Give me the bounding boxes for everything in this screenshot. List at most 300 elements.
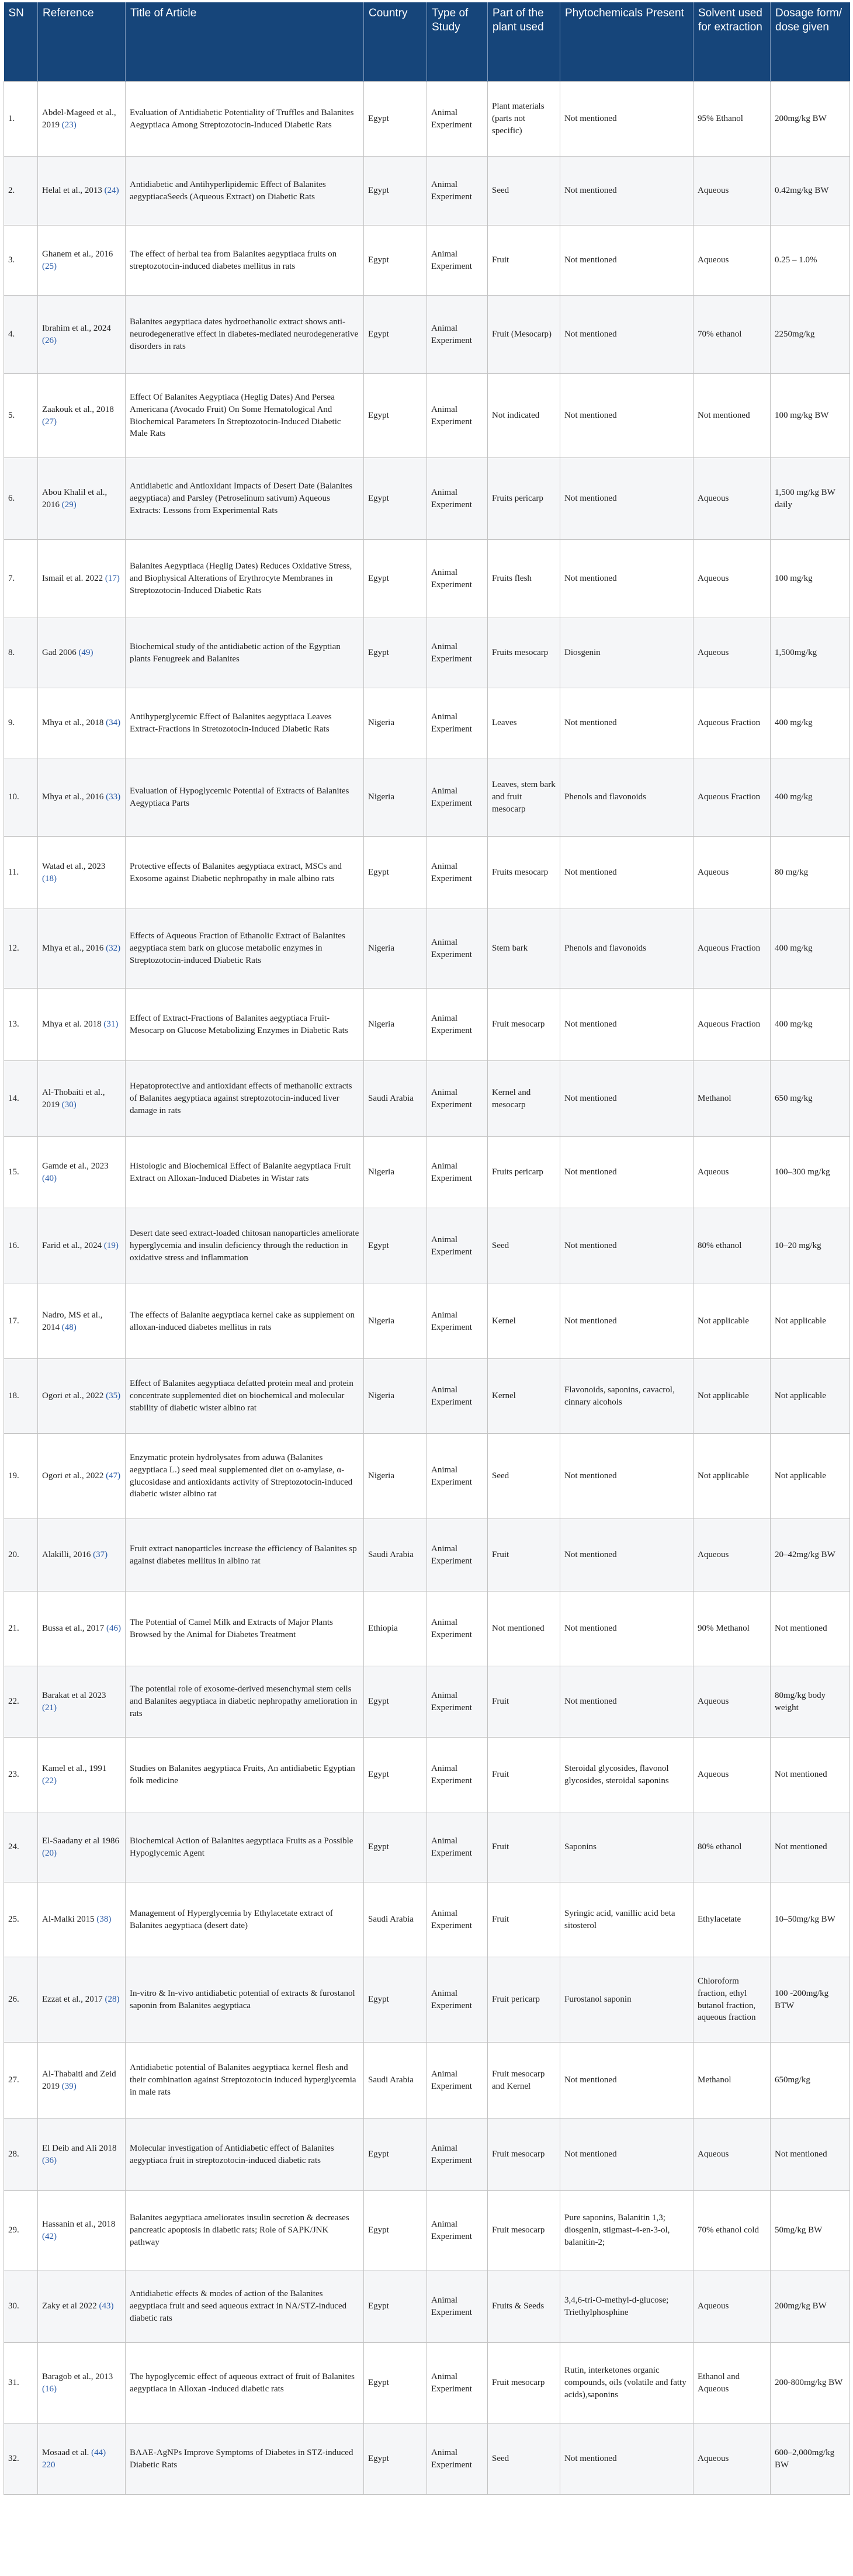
- cell-part: Fruit mesocarp: [488, 2343, 560, 2424]
- cell-country: Saudi Arabia: [364, 1519, 427, 1592]
- cell-study: Animal Experiment: [427, 2119, 488, 2191]
- cell-title: Evaluation of Antidiabetic Potentiality of Truffles and Balanites Aegyptiaca Among Streptozotocin-Induced Diabetic Rats: [126, 82, 364, 157]
- table-row: [4, 1738, 850, 1812]
- cell-sn: 20.: [4, 1519, 38, 1592]
- cell-study: Animal Experiment: [427, 1359, 488, 1434]
- cell-title: Balanites Aegyptiaca (Heglig Dates) Reduces Oxidative Stress, and Biophysical Alterations of Erythrocyte Membranes in Streptozotocin-Induced Diabetic Rats: [126, 540, 364, 618]
- cell-study: Animal Experiment: [427, 2424, 488, 2495]
- header-row: [4, 2, 850, 82]
- cell-country: Egypt: [364, 1957, 427, 2043]
- cell-part: Fruit: [488, 1812, 560, 1882]
- cell-sn: 25.: [4, 1882, 38, 1957]
- cell-dose: 400 mg/kg: [771, 909, 850, 989]
- table-row: [4, 374, 850, 458]
- cell-study: Animal Experiment: [427, 909, 488, 989]
- cell-study: Animal Experiment: [427, 1208, 488, 1284]
- cell-part: Leaves: [488, 688, 560, 758]
- table-header: [4, 2, 850, 82]
- reference-text: Abou Khalil et al., 2016: [42, 487, 108, 509]
- table-row: [4, 2119, 850, 2191]
- cell-dose: 200mg/kg BW: [771, 2270, 850, 2343]
- cell-country: Egypt: [364, 837, 427, 909]
- cell-solvent: Aqueous: [694, 1666, 771, 1738]
- cell-sn: 8.: [4, 618, 38, 688]
- citation-link[interactable]: (31): [103, 1020, 119, 1029]
- cell-part: Plant materials (parts not specific): [488, 82, 560, 157]
- cell-part: Fruit mesocarp: [488, 2119, 560, 2191]
- cell-reference: [38, 1434, 126, 1519]
- cell-part: Seed: [488, 157, 560, 226]
- cell-reference: [38, 1882, 126, 1957]
- cell-part: Kernel: [488, 1359, 560, 1434]
- cell-dose: 80 mg/kg: [771, 837, 850, 909]
- citation-link[interactable]: (22): [42, 1776, 57, 1785]
- cell-phyto: Not mentioned: [560, 296, 694, 374]
- cell-title: Antidiabetic potential of Balanites aegyptiaca kernel flesh and their combination against Streptozotocin induced hyperglycemia in male rats: [126, 2043, 364, 2119]
- table-row: [4, 1434, 850, 1519]
- cell-reference: [38, 1592, 126, 1666]
- citation-link[interactable]: (16): [42, 2384, 57, 2394]
- cell-study: Animal Experiment: [427, 157, 488, 226]
- reference-text: Ismail et al. 2022: [42, 574, 105, 584]
- citation-link[interactable]: (32): [106, 944, 121, 954]
- cell-solvent: Aqueous: [694, 2119, 771, 2191]
- cell-solvent: 70% ethanol: [694, 296, 771, 374]
- cell-study: Animal Experiment: [427, 82, 488, 157]
- column-header-title: Title of Article: [126, 2, 364, 82]
- column-header-reference: Reference: [38, 2, 126, 82]
- cell-phyto: Not mentioned: [560, 540, 694, 618]
- cell-country: Nigeria: [364, 1284, 427, 1359]
- cell-solvent: Methanol: [694, 1061, 771, 1137]
- citation-link[interactable]: (27): [42, 417, 57, 427]
- cell-country: Nigeria: [364, 1137, 427, 1208]
- cell-reference: [38, 458, 126, 540]
- cell-study: Animal Experiment: [427, 2270, 488, 2343]
- cell-solvent: Aqueous: [694, 1519, 771, 1592]
- cell-dose: 100 mg/kg BW: [771, 374, 850, 458]
- cell-country: Egypt: [364, 1208, 427, 1284]
- cell-part: Fruits & Seeds: [488, 2270, 560, 2343]
- cell-reference: [38, 1738, 126, 1812]
- cell-solvent: Aqueous: [694, 540, 771, 618]
- table-row: [4, 758, 850, 837]
- cell-dose: 100 mg/kg: [771, 540, 850, 618]
- cell-study: Animal Experiment: [427, 758, 488, 837]
- cell-reference: [38, 758, 126, 837]
- cell-dose: 0.25 – 1.0%: [771, 226, 850, 296]
- cell-country: Nigeria: [364, 909, 427, 989]
- cell-part: Fruits pericarp: [488, 458, 560, 540]
- cell-study: Animal Experiment: [427, 1957, 488, 2043]
- reference-text: Ibrahim et al., 2024: [42, 323, 111, 333]
- cell-title: The Potential of Camel Milk and Extracts of Major Plants Browsed by the Animal for Diabetes Treatment: [126, 1592, 364, 1666]
- cell-sn: 23.: [4, 1738, 38, 1812]
- cell-reference: [38, 1061, 126, 1137]
- cell-part: Fruit mesocarp: [488, 989, 560, 1061]
- cell-sn: 15.: [4, 1137, 38, 1208]
- cell-sn: 1.: [4, 82, 38, 157]
- table-row: [4, 2043, 850, 2119]
- cell-dose: Not mentioned: [771, 1738, 850, 1812]
- cell-reference: [38, 909, 126, 989]
- cell-study: Animal Experiment: [427, 374, 488, 458]
- table-row: [4, 1519, 850, 1592]
- cell-phyto: Not mentioned: [560, 157, 694, 226]
- cell-solvent: Aqueous Fraction: [694, 909, 771, 989]
- cell-title: Management of Hyperglycemia by Ethylacetate extract of Balanites aegyptiaca (desert date): [126, 1882, 364, 1957]
- cell-phyto: Not mentioned: [560, 837, 694, 909]
- cell-sn: 21.: [4, 1592, 38, 1666]
- cell-part: Fruits mesocarp: [488, 618, 560, 688]
- reference-text: Barakat et al 2023: [42, 1690, 106, 1700]
- cell-sn: 27.: [4, 2043, 38, 2119]
- citation-link[interactable]: (23): [61, 120, 77, 130]
- citation-link[interactable]: (49): [78, 648, 93, 658]
- table-row: [4, 688, 850, 758]
- cell-study: Animal Experiment: [427, 1137, 488, 1208]
- cell-phyto: Phenols and flavonoids: [560, 909, 694, 989]
- cell-part: Kernel: [488, 1284, 560, 1359]
- cell-dose: 1,500mg/kg: [771, 618, 850, 688]
- cell-phyto: Not mentioned: [560, 1592, 694, 1666]
- reference-text: Farid et al., 2024: [42, 1241, 104, 1251]
- column-header-dose: Dosage form/ dose given: [771, 2, 850, 82]
- cell-title: Fruit extract nanoparticles increase the efficiency of Balanites sp against diabetes mellitus in albino rat: [126, 1519, 364, 1592]
- cell-title: Balanites aegyptiaca ameliorates insulin secretion & decreases pancreatic apoptosis in diabetic rats; Role of SAPK/JNK pathway: [126, 2191, 364, 2270]
- cell-solvent: Not mentioned: [694, 374, 771, 458]
- cell-title: Studies on Balanites aegyptiaca Fruits, An antidiabetic Egyptian folk medicine: [126, 1738, 364, 1812]
- citation-link[interactable]: (48): [61, 1322, 77, 1332]
- cell-dose: Not applicable: [771, 1434, 850, 1519]
- cell-solvent: Aqueous: [694, 618, 771, 688]
- cell-study: Animal Experiment: [427, 1666, 488, 1738]
- cell-study: Animal Experiment: [427, 226, 488, 296]
- cell-title: Effect of Extract-Fractions of Balanites aegyptiaca Fruit-Mesocarp on Glucose Metabolizing Enzymes in Diabetic Rats: [126, 989, 364, 1061]
- reference-text: Mhya et al., 2016: [42, 944, 106, 954]
- cell-dose: 200-800mg/kg BW: [771, 2343, 850, 2424]
- cell-sn: 5.: [4, 374, 38, 458]
- cell-solvent: 95% Ethanol: [694, 82, 771, 157]
- cell-part: Fruit: [488, 226, 560, 296]
- cell-dose: 400 mg/kg: [771, 989, 850, 1061]
- cell-country: Egypt: [364, 374, 427, 458]
- cell-solvent: Methanol: [694, 2043, 771, 2119]
- reference-text: Watad et al., 2023: [42, 861, 106, 871]
- cell-solvent: Aqueous: [694, 157, 771, 226]
- citation-link[interactable]: (35): [106, 1391, 121, 1401]
- cell-solvent: 70% ethanol cold: [694, 2191, 771, 2270]
- cell-dose: Not applicable: [771, 1284, 850, 1359]
- cell-dose: 650mg/kg: [771, 2043, 850, 2119]
- cell-part: Fruit: [488, 1738, 560, 1812]
- citation-link[interactable]: (18): [42, 873, 57, 883]
- cell-sn: 3.: [4, 226, 38, 296]
- cell-dose: 10–50mg/kg BW: [771, 1882, 850, 1957]
- table-row: [4, 296, 850, 374]
- cell-phyto: Rutin, interketones organic compounds, oils (volatile and fatty acids),saponins: [560, 2343, 694, 2424]
- cell-country: Egypt: [364, 2191, 427, 2270]
- cell-solvent: Not applicable: [694, 1359, 771, 1434]
- cell-phyto: Not mentioned: [560, 989, 694, 1061]
- cell-reference: [38, 2343, 126, 2424]
- cell-title: Effect Of Balanites Aegyptiaca (Heglig Dates) And Persea Americana (Avocado Fruit) On Some Hematological And Biochemical Parameters In Streptozotocin-Induced Diabetic Male Rats: [126, 374, 364, 458]
- cell-part: Fruit mesocarp: [488, 2191, 560, 2270]
- cell-phyto: Steroidal glycosides, flavonol glycosides, steroidal saponins: [560, 1738, 694, 1812]
- cell-study: Animal Experiment: [427, 1434, 488, 1519]
- cell-country: Egypt: [364, 540, 427, 618]
- citation-link[interactable]: (29): [61, 500, 77, 509]
- cell-part: Fruits mesocarp: [488, 837, 560, 909]
- reference-text: Alakilli, 2016: [42, 1550, 93, 1560]
- cell-country: Egypt: [364, 1812, 427, 1882]
- cell-country: Saudi Arabia: [364, 2043, 427, 2119]
- cell-country: Egypt: [364, 82, 427, 157]
- reference-text: Baragob et al., 2013: [42, 2372, 113, 2381]
- cell-country: Nigeria: [364, 1359, 427, 1434]
- cell-phyto: Not mentioned: [560, 1284, 694, 1359]
- cell-study: Animal Experiment: [427, 1882, 488, 1957]
- table-row: [4, 1284, 850, 1359]
- citation-link[interactable]: (20): [42, 1848, 57, 1858]
- cell-sn: 16.: [4, 1208, 38, 1284]
- cell-sn: 31.: [4, 2343, 38, 2424]
- citation-link[interactable]: (25): [42, 261, 57, 271]
- cell-title: Hepatoprotective and antioxidant effects of methanolic extracts of Balanites aegyptiaca against streptozotocin-induced liver damage in rats: [126, 1061, 364, 1137]
- cell-study: Animal Experiment: [427, 296, 488, 374]
- cell-sn: 32.: [4, 2424, 38, 2495]
- cell-part: Kernel and mesocarp: [488, 1061, 560, 1137]
- cell-title: Enzymatic protein hydrolysates from aduwa (Balanites aegyptiaca L.) seed meal supplemented diet on α-amylase, α-glucosidase and antioxidants activity of Streptozotocin-induced diabetic wister albino rat: [126, 1434, 364, 1519]
- column-header-sn: SN: [4, 2, 38, 82]
- citation-link[interactable]: (28): [105, 1995, 120, 2005]
- table-row: [4, 989, 850, 1061]
- cell-country: Egypt: [364, 618, 427, 688]
- table-body: [4, 82, 850, 2495]
- cell-part: Fruits pericarp: [488, 1137, 560, 1208]
- cell-solvent: 80% ethanol: [694, 1208, 771, 1284]
- cell-part: Seed: [488, 1434, 560, 1519]
- cell-solvent: Chloroform fraction, ethyl butanol fraction, aqueous fraction: [694, 1957, 771, 2043]
- cell-reference: [38, 837, 126, 909]
- cell-study: Animal Experiment: [427, 2043, 488, 2119]
- cell-title: BAAE-AgNPs Improve Symptoms of Diabetes in STZ-induced Diabetic Rats: [126, 2424, 364, 2495]
- studies-table: [4, 2, 850, 2495]
- cell-sn: 4.: [4, 296, 38, 374]
- cell-phyto: Not mentioned: [560, 226, 694, 296]
- cell-title: Antihyperglycemic Effect of Balanites aegyptiaca Leaves Extract-Fractions in Stretozotocin-Induced Diabetic Rats: [126, 688, 364, 758]
- cell-sn: 2.: [4, 157, 38, 226]
- cell-country: Nigeria: [364, 688, 427, 758]
- cell-study: Animal Experiment: [427, 837, 488, 909]
- cell-part: Fruits flesh: [488, 540, 560, 618]
- cell-study: Animal Experiment: [427, 688, 488, 758]
- cell-title: Antidiabetic effects & modes of action of the Balanites aegyptiaca fruit and seed aqueous extract in NA/STZ-induced diabetic rats: [126, 2270, 364, 2343]
- cell-study: Animal Experiment: [427, 989, 488, 1061]
- reference-text: Helal et al., 2013: [42, 186, 105, 196]
- cell-study: Animal Experiment: [427, 1592, 488, 1666]
- cell-reference: [38, 1519, 126, 1592]
- cell-phyto: Flavonoids, saponins, cavacrol, cinnary alcohols: [560, 1359, 694, 1434]
- cell-part: Fruit: [488, 1519, 560, 1592]
- citation-link[interactable]: (37): [93, 1550, 108, 1560]
- citation-link[interactable]: (46): [106, 1624, 121, 1634]
- cell-phyto: 3,4,6-tri-O-methyl-d-glucose; Triethylphosphine: [560, 2270, 694, 2343]
- cell-country: Egypt: [364, 226, 427, 296]
- cell-country: Nigeria: [364, 989, 427, 1061]
- table-row: [4, 1666, 850, 1738]
- cell-study: Animal Experiment: [427, 2343, 488, 2424]
- citation-link[interactable]: (34): [106, 718, 121, 728]
- cell-part: Not indicated: [488, 374, 560, 458]
- cell-dose: 2250mg/kg: [771, 296, 850, 374]
- reference-text: Zaky et al 2022: [42, 2301, 99, 2311]
- cell-reference: [38, 989, 126, 1061]
- cell-dose: 100 -200mg/kg BTW: [771, 1957, 850, 2043]
- cell-dose: Not applicable: [771, 1359, 850, 1434]
- cell-country: Egypt: [364, 1666, 427, 1738]
- cell-reference: [38, 618, 126, 688]
- cell-phyto: Not mentioned: [560, 82, 694, 157]
- reference-text: Mhya et al., 2018: [42, 718, 106, 728]
- cell-reference: [38, 688, 126, 758]
- citation-link[interactable]: (47): [106, 1471, 121, 1481]
- cell-sn: 17.: [4, 1284, 38, 1359]
- cell-country: Ethiopia: [364, 1592, 427, 1666]
- cell-sn: 29.: [4, 2191, 38, 2270]
- cell-solvent: Not applicable: [694, 1284, 771, 1359]
- cell-part: Seed: [488, 2424, 560, 2495]
- table-row: [4, 837, 850, 909]
- reference-text: Al-Malki 2015: [42, 1915, 97, 1925]
- cell-sn: 12.: [4, 909, 38, 989]
- cell-part: Fruit pericarp: [488, 1957, 560, 2043]
- cell-solvent: Not applicable: [694, 1434, 771, 1519]
- column-header-phyto: Phytochemicals Present: [560, 2, 694, 82]
- cell-dose: 0.42mg/kg BW: [771, 157, 850, 226]
- citation-link[interactable]: (17): [105, 574, 120, 584]
- cell-dose: 100–300 mg/kg: [771, 1137, 850, 1208]
- cell-study: Animal Experiment: [427, 2191, 488, 2270]
- cell-phyto: Not mentioned: [560, 1208, 694, 1284]
- cell-reference: [38, 1137, 126, 1208]
- cell-title: The hypoglycemic effect of aqueous extract of fruit of Balanites aegyptiaca in Alloxan -induced diabetic rats: [126, 2343, 364, 2424]
- cell-sn: 11.: [4, 837, 38, 909]
- cell-study: Animal Experiment: [427, 1519, 488, 1592]
- cell-sn: 26.: [4, 1957, 38, 2043]
- cell-reference: [38, 1957, 126, 2043]
- cell-sn: 28.: [4, 2119, 38, 2191]
- cell-phyto: Syringic acid, vanillic acid beta sitosterol: [560, 1882, 694, 1957]
- cell-reference: [38, 1208, 126, 1284]
- reference-text: Ogori et al., 2022: [42, 1471, 106, 1481]
- cell-study: Animal Experiment: [427, 458, 488, 540]
- citation-link[interactable]: (19): [103, 1241, 119, 1251]
- citation-link[interactable]: (40): [42, 1173, 57, 1183]
- cell-phyto: Not mentioned: [560, 1666, 694, 1738]
- column-header-part: Part of the plant used: [488, 2, 560, 82]
- cell-dose: 1,500 mg/kg BW daily: [771, 458, 850, 540]
- cell-dose: 400 mg/kg: [771, 758, 850, 837]
- cell-dose: 200mg/kg BW: [771, 82, 850, 157]
- reference-text: El Deib and Ali 2018: [42, 2143, 117, 2153]
- cell-solvent: Aqueous: [694, 837, 771, 909]
- citation-link[interactable]: (33): [106, 792, 121, 802]
- cell-phyto: Not mentioned: [560, 2043, 694, 2119]
- table-row: [4, 157, 850, 226]
- reference-text: Ogori et al., 2022: [42, 1391, 106, 1401]
- citation-link[interactable]: (43): [99, 2301, 114, 2311]
- reference-text: Ghanem et al., 2016: [42, 249, 113, 259]
- reference-text: Al-Thobaiti et al., 2019: [42, 1087, 105, 1110]
- table-row: [4, 1359, 850, 1434]
- cell-country: Egypt: [364, 2119, 427, 2191]
- reference-text: Kamel et al., 1991: [42, 1763, 107, 1773]
- cell-solvent: Aqueous Fraction: [694, 989, 771, 1061]
- citation-link[interactable]: (30): [61, 1100, 77, 1110]
- cell-dose: Not mentioned: [771, 1812, 850, 1882]
- table-row: [4, 1208, 850, 1284]
- cell-sn: 14.: [4, 1061, 38, 1137]
- cell-reference: [38, 2191, 126, 2270]
- cell-phyto: Furostanol saponin: [560, 1957, 694, 2043]
- cell-country: Saudi Arabia: [364, 1882, 427, 1957]
- citation-link[interactable]: (26): [42, 335, 57, 345]
- cell-dose: 650 mg/kg: [771, 1061, 850, 1137]
- cell-solvent: Aqueous Fraction: [694, 758, 771, 837]
- cell-solvent: Aqueous: [694, 458, 771, 540]
- cell-title: The potential role of exosome-derived mesenchymal stem cells and Balanites aegyptiaca in diabetic nephropathy amelioration in rats: [126, 1666, 364, 1738]
- reference-text: Bussa et al., 2017: [42, 1624, 106, 1634]
- cell-reference: [38, 1666, 126, 1738]
- cell-title: Desert date seed extract-loaded chitosan nanoparticles ameliorate hyperglycemia and insulin deficiency through the reduction in oxidative stress and inflammation: [126, 1208, 364, 1284]
- reference-text: Gad 2006: [42, 648, 79, 658]
- cell-study: Animal Experiment: [427, 1061, 488, 1137]
- cell-sn: 6.: [4, 458, 38, 540]
- cell-part: Fruit: [488, 1666, 560, 1738]
- table-row: [4, 1137, 850, 1208]
- table-row: [4, 1592, 850, 1666]
- cell-dose: 50mg/kg BW: [771, 2191, 850, 2270]
- cell-sn: 22.: [4, 1666, 38, 1738]
- cell-solvent: Aqueous Fraction: [694, 688, 771, 758]
- cell-reference: [38, 2270, 126, 2343]
- reference-text: Al-Thabaiti and Zeid 2019: [42, 2069, 116, 2091]
- reference-text: Gamde et al., 2023: [42, 1161, 109, 1171]
- citation-link[interactable]: (44) 220: [42, 2447, 106, 2470]
- cell-title: Balanites aegyptiaca dates hydroethanolic extract shows anti-neurodegenerative effect in diabetes-mediated neurodegenerative disorders in rats: [126, 296, 364, 374]
- cell-reference: [38, 1359, 126, 1434]
- cell-solvent: Aqueous: [694, 1738, 771, 1812]
- reference-text: Ezzat et al., 2017: [42, 1995, 105, 2005]
- table-row: [4, 1061, 850, 1137]
- citation-link[interactable]: (36): [42, 2155, 57, 2165]
- cell-phyto: Pure saponins, Balanitin 1,3; diosgenin, stigmast-4-en-3-ol, balanitin-2;: [560, 2191, 694, 2270]
- cell-phyto: Not mentioned: [560, 688, 694, 758]
- citation-link[interactable]: (42): [42, 2231, 57, 2241]
- cell-part: Fruit (Mesocarp): [488, 296, 560, 374]
- table-row: [4, 1812, 850, 1882]
- cell-country: Egypt: [364, 157, 427, 226]
- citation-link[interactable]: (24): [104, 186, 119, 196]
- cell-title: Histologic and Biochemical Effect of Balanite aegyptiaca Fruit Extract on Alloxan-Induced Diabetes in Wistar rats: [126, 1137, 364, 1208]
- citation-link[interactable]: (39): [61, 2081, 77, 2091]
- citation-link[interactable]: (21): [42, 1703, 57, 1712]
- cell-sn: 9.: [4, 688, 38, 758]
- citation-link[interactable]: (38): [96, 1915, 112, 1925]
- cell-country: Egypt: [364, 2270, 427, 2343]
- cell-reference: [38, 540, 126, 618]
